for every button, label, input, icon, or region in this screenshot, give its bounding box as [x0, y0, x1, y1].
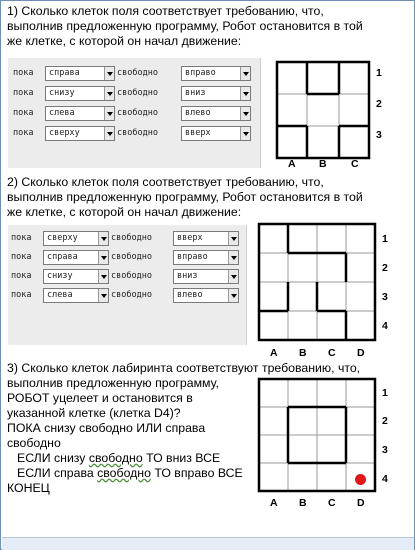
column-label: A	[270, 497, 278, 509]
question-1-text	[7, 4, 363, 49]
row-label: 3	[382, 291, 388, 303]
keyword-label: пока	[11, 290, 32, 300]
free-label: свободно	[117, 68, 158, 78]
row-label: 2	[376, 98, 382, 110]
condition-dropdown[interactable]: сверху	[45, 126, 115, 141]
keyword-label: пока	[13, 108, 34, 118]
free-label: свободно	[111, 290, 152, 300]
dropdown-arrow-icon[interactable]	[240, 87, 250, 100]
free-label: свободно	[117, 88, 158, 98]
keyword-label: пока	[13, 68, 34, 78]
row-label: 1	[382, 233, 388, 245]
column-label: C	[328, 497, 336, 509]
program-if-right: ЕСЛИ справа свободно ТО вправо ВСЕ	[17, 466, 243, 480]
question-line: РОБОТ уцелеет и остановится в	[7, 391, 193, 405]
row-label: 3	[382, 444, 388, 456]
dropdown-arrow-icon[interactable]	[104, 87, 114, 100]
move-dropdown[interactable]: вниз	[173, 269, 239, 284]
row-label: 1	[382, 387, 388, 399]
target-cell-marker	[355, 474, 366, 485]
dropdown-arrow-icon[interactable]	[104, 67, 114, 80]
question-line: 2) Сколько клеток поля соответствует требованию, что,	[7, 175, 324, 189]
column-label: A	[270, 347, 278, 359]
row-label: 4	[382, 473, 388, 485]
dropdown-arrow-icon[interactable]	[104, 127, 114, 140]
question-line: же клетке, с которой он начал движение:	[7, 205, 242, 219]
dropdown-arrow-icon[interactable]	[240, 67, 250, 80]
program-panel-1	[8, 58, 261, 168]
condition-dropdown[interactable]: сверху	[43, 231, 109, 246]
question-2-text	[7, 175, 363, 220]
row-label: 2	[382, 262, 388, 274]
free-label: свободно	[111, 233, 152, 243]
dropdown-arrow-icon[interactable]	[228, 289, 238, 302]
question-line: указанной клетке (клетка D4)?	[7, 406, 181, 420]
window-bottom-bar	[2, 537, 414, 550]
program-panel-2	[8, 225, 247, 345]
condition-dropdown[interactable]: слева	[45, 106, 115, 121]
question-line: же клетке, с которой он начал движение:	[7, 34, 242, 48]
keyword-label: пока	[13, 88, 34, 98]
question-line: выполнив предложенную программу, Робот остановится в той	[7, 190, 363, 204]
column-label: C	[351, 158, 359, 170]
move-dropdown[interactable]: влево	[181, 106, 251, 121]
dropdown-arrow-icon[interactable]	[240, 107, 250, 120]
move-dropdown[interactable]: вправо	[181, 66, 251, 81]
keyword-label: пока	[11, 233, 32, 243]
program-end: КОНЕЦ	[7, 481, 50, 495]
condition-dropdown[interactable]: снизу	[43, 269, 109, 284]
move-dropdown[interactable]: вверх	[173, 231, 239, 246]
dropdown-arrow-icon[interactable]	[228, 232, 238, 245]
question-line: ПОКА снизу свободно ИЛИ справа	[7, 421, 206, 435]
keyword-label: пока	[11, 252, 32, 262]
free-label: свободно	[117, 108, 158, 118]
condition-dropdown[interactable]: слева	[43, 288, 109, 303]
condition-dropdown[interactable]: справа	[43, 250, 109, 265]
free-label: свободно	[117, 128, 158, 138]
move-dropdown[interactable]: вправо	[173, 250, 239, 265]
row-label: 4	[382, 320, 388, 332]
column-label: A	[288, 158, 296, 170]
column-label: B	[299, 347, 307, 359]
row-label: 1	[376, 67, 382, 79]
dropdown-arrow-icon[interactable]	[104, 107, 114, 120]
dropdown-arrow-icon[interactable]	[240, 127, 250, 140]
column-label: D	[357, 347, 365, 359]
robot-field-1	[273, 58, 373, 162]
column-label: B	[319, 158, 327, 170]
move-dropdown[interactable]: вниз	[181, 86, 251, 101]
robot-field-2	[255, 220, 379, 344]
condition-dropdown[interactable]: справа	[45, 66, 115, 81]
question-line: выполнив предложенную программу, Робот остановится в той	[7, 19, 363, 33]
move-dropdown[interactable]: вверх	[181, 126, 251, 141]
row-label: 3	[376, 129, 382, 141]
dropdown-arrow-icon[interactable]	[228, 251, 238, 264]
question-line: свободно	[7, 436, 61, 450]
condition-dropdown[interactable]: снизу	[45, 86, 115, 101]
question-line: выполнив предложенную программу,	[7, 376, 219, 390]
dropdown-arrow-icon[interactable]	[98, 270, 108, 283]
column-label: C	[328, 347, 336, 359]
dropdown-arrow-icon[interactable]	[98, 232, 108, 245]
free-label: свободно	[111, 271, 152, 281]
column-label: B	[299, 497, 307, 509]
question-line: 3) Сколько клеток лабиринта соответствуют требованию, что,	[7, 361, 361, 375]
question-3-text	[7, 361, 361, 496]
question-line: 1) Сколько клеток поля соответствует требованию, что,	[7, 4, 324, 18]
dropdown-arrow-icon[interactable]	[98, 251, 108, 264]
row-label: 2	[382, 415, 388, 427]
program-if-down: ЕСЛИ снизу свободно ТО вниз ВСЕ	[17, 451, 221, 465]
keyword-label: пока	[11, 271, 32, 281]
column-label: D	[357, 497, 365, 509]
keyword-label: пока	[13, 128, 34, 138]
dropdown-arrow-icon[interactable]	[98, 289, 108, 302]
dropdown-arrow-icon[interactable]	[228, 270, 238, 283]
move-dropdown[interactable]: влево	[173, 288, 239, 303]
free-label: свободно	[111, 252, 152, 262]
